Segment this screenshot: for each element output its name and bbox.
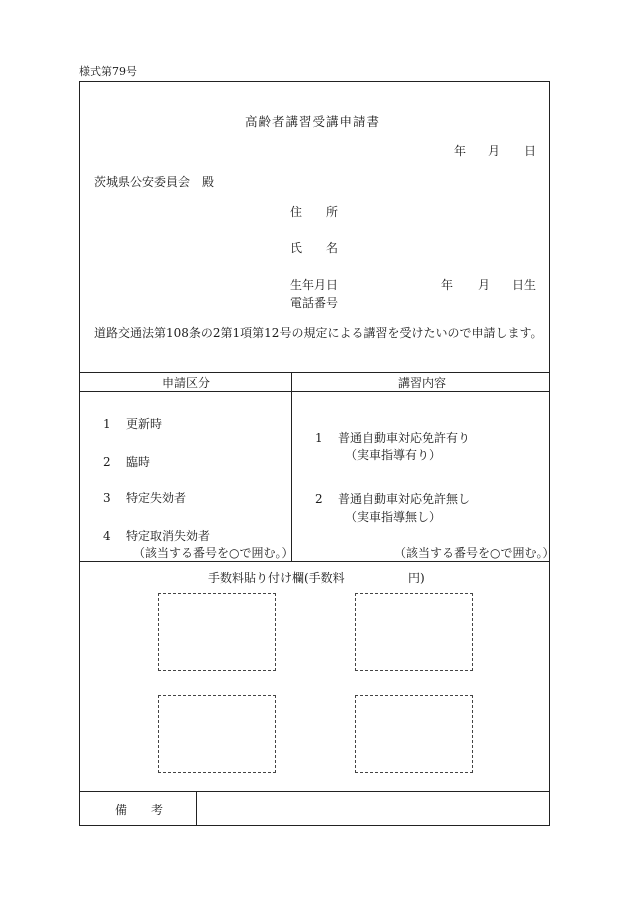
fee-unit: 円) xyxy=(408,571,425,585)
stamp-box xyxy=(158,695,276,773)
address-label: 住 所 xyxy=(290,205,339,219)
content-note: （該当する番号を○で囲む。） xyxy=(394,546,555,560)
date-month-label: 月 xyxy=(488,144,501,158)
divider-line xyxy=(79,372,550,373)
divider-line xyxy=(79,391,550,392)
category-item-num: 3 xyxy=(103,491,111,505)
column-divider xyxy=(291,372,292,561)
birth-day-label: 日生 xyxy=(512,278,537,292)
category-item-text: 特定失効者 xyxy=(126,491,187,505)
application-statement: 道路交通法第108条の2第1項第12号の規定による講習を受けたいので申請します。 xyxy=(94,326,543,340)
divider-line xyxy=(79,791,550,792)
content-item-num: 2 xyxy=(315,492,323,506)
divider-line xyxy=(79,561,550,562)
fee-label: 手数料貼り付け欄(手数料 xyxy=(208,571,345,585)
birth-date-label: 生年月日 xyxy=(290,278,339,292)
form-number: 様式第79号 xyxy=(79,65,137,78)
content-item-text: 普通自動車対応免許有り xyxy=(338,431,471,445)
category-item-num: 1 xyxy=(103,417,111,431)
stamp-box xyxy=(355,593,473,671)
content-item-sub: （実車指導無し） xyxy=(345,510,442,524)
form-title: 高齢者講習受講申請書 xyxy=(245,114,381,129)
remarks-divider xyxy=(196,791,197,826)
content-item-sub: （実車指導有り） xyxy=(345,448,442,462)
category-item-num: 4 xyxy=(103,529,111,543)
content-header: 講習内容 xyxy=(398,376,447,390)
remarks-label: 備 考 xyxy=(115,803,164,817)
date-year-label: 年 xyxy=(454,144,467,158)
category-note: （該当する番号を○で囲む。） xyxy=(133,546,294,560)
category-header: 申請区分 xyxy=(162,376,211,390)
content-item-text: 普通自動車対応免許無し xyxy=(338,492,471,506)
stamp-box xyxy=(355,695,473,773)
form-frame xyxy=(79,81,550,826)
category-item-num: 2 xyxy=(103,455,111,469)
category-item-text: 更新時 xyxy=(126,417,163,431)
addressee: 茨城県公安委員会 殿 xyxy=(94,175,215,189)
category-item-text: 特定取消失効者 xyxy=(126,529,211,543)
birth-month-label: 月 xyxy=(478,278,491,292)
date-day-label: 日 xyxy=(524,144,537,158)
category-item-text: 臨時 xyxy=(126,455,151,469)
birth-year-label: 年 xyxy=(441,278,454,292)
name-label: 氏 名 xyxy=(290,241,339,255)
content-item-num: 1 xyxy=(315,431,323,445)
stamp-box xyxy=(158,593,276,671)
phone-label: 電話番号 xyxy=(290,296,339,310)
